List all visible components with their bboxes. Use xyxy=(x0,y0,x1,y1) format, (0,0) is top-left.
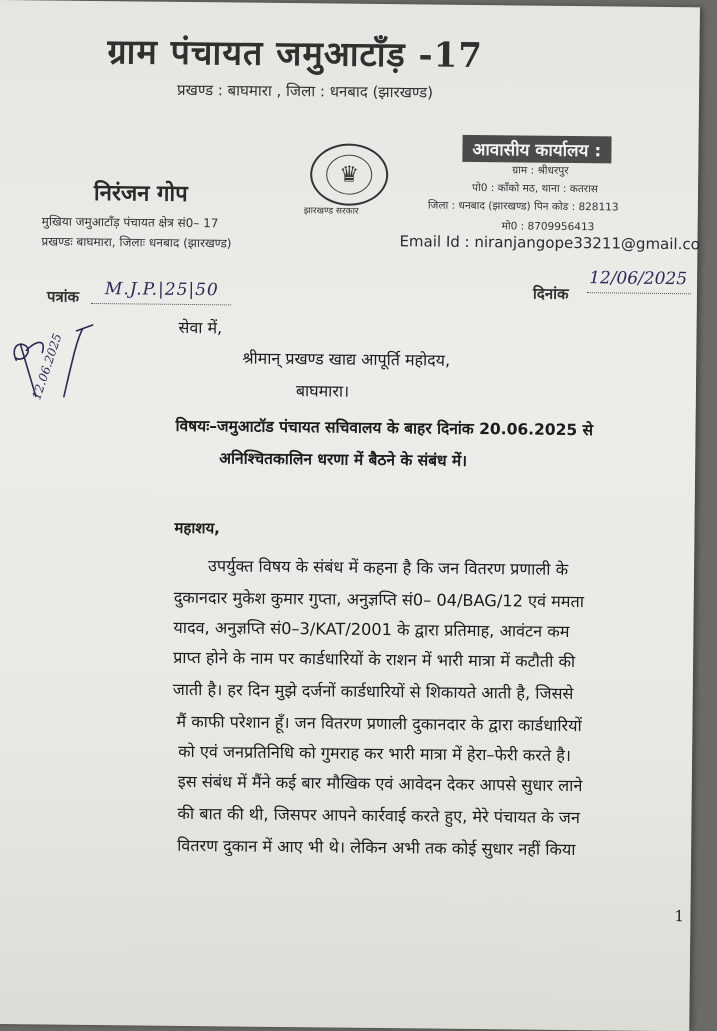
paragraph-line: जाती है। हर दिन मुझे दर्जनों कार्डधारियों से शिकायते आती है, जिससे xyxy=(172,679,574,704)
paragraph-line: की बात की थी, जिसपर आपने कार्रवाई करते हुए, मेरे पंचायत के जन xyxy=(177,803,580,828)
letterhead-title: ग्राम पंचायत जमुआटाँड़ -17 xyxy=(107,32,484,77)
paragraph-line: प्राप्त होने के नाम पर कार्डधारियों के राशन में भारी मात्रा में कटौती की xyxy=(173,647,576,672)
mukhiya-block-district: प्रखण्डः बाघमारा, जिलाः धनबाद (झारखण्ड) xyxy=(41,234,232,251)
date-value: 12/06/2025 xyxy=(589,268,688,290)
reference-label: पत्रांक xyxy=(46,287,80,306)
mukhiya-designation: मुखिया जमुआटाँड़ पंचायत क्षेत्र सं0– 17 xyxy=(41,214,219,231)
letterhead-subtitle: प्रखण्ड : बाघमारा , जिला : धनबाद (झारखण्ड) xyxy=(176,80,434,102)
office-phone: मो0 : 8709956413 xyxy=(501,220,595,234)
emblem-inner-ring xyxy=(326,154,372,194)
paragraph-line: दुकानदार मुकेश कुमार गुप्ता, अनुज्ञप्ति सं0– 04/BAG/12 एवं ममता xyxy=(173,587,585,612)
mukhiya-name: निरंजन गोप xyxy=(93,179,188,207)
addressee-place: बाघमारा। xyxy=(295,381,350,401)
paragraph-line: वितरण दुकान में आए भी थे। लेकिन अभी तक कोई सुधार नहीं किया xyxy=(177,835,576,860)
paragraph-line: उपर्युक्त विषय के संबंध में कहना है कि जन वितरण प्रणाली के xyxy=(207,556,569,579)
office-address-line: पो0 : काँको मठ, थाना : कतरास xyxy=(471,181,599,196)
addressee-name: श्रीमान् प्रखण्ड खाद्य आपूर्ति महोदय, xyxy=(242,348,451,370)
emblem-caption: झारखण्ड सरकार xyxy=(303,206,359,217)
state-emblem-icon xyxy=(310,143,389,206)
lion-capital-icon: ♛ xyxy=(339,162,360,188)
email-address: Email Id : niranjangope33211@gmail.co xyxy=(399,232,700,254)
paragraph-line: मैं काफी परेशान हूँ। जन वितरण प्रणाली दुकानदार के द्वारा कार्डधारियों xyxy=(176,711,582,736)
paragraph-line: यादव, अनुज्ञप्ति सं0–3/KAT/2001 के द्वारा प्रतिमाह, आवंटन कम xyxy=(173,617,570,641)
handwritten-signature xyxy=(6,300,117,411)
office-address-line: जिला : धनबाद (झारखण्ड) पिन कोड : 828113 xyxy=(427,199,619,214)
subject-line: अनिश्चितकालिन धरणा में बैठने के संबंध में। xyxy=(219,449,468,470)
date-label: दिनांक xyxy=(532,284,569,303)
office-title: आवासीय कार्यालय : xyxy=(462,135,611,164)
page-number: 1 xyxy=(674,907,685,926)
salutation: महाशय, xyxy=(174,518,220,538)
signature-date: 12.06.2025 xyxy=(29,331,65,402)
date-underline xyxy=(587,292,691,294)
paragraph-line: को एवं जनप्रतिनिधि को गुमराह कर भारी मात्रा में हेरा–फेरी करते है। xyxy=(178,741,572,766)
addressee-salutation: सेवा में, xyxy=(178,317,223,338)
subject-line: विषयः–जमुआटॉड पंचायत सचिवालय के बाहर दिनांक 20.06.2025 से xyxy=(175,416,594,440)
office-address-line: ग्राम : श्रीधरपुर xyxy=(512,164,569,177)
paragraph-line: इस संबंध में मैंने कई बार मौखिक एवं आवेदन देकर आपसे सुधार लाने xyxy=(177,771,583,796)
reference-number: M.J.P.|25|50 xyxy=(104,279,219,301)
